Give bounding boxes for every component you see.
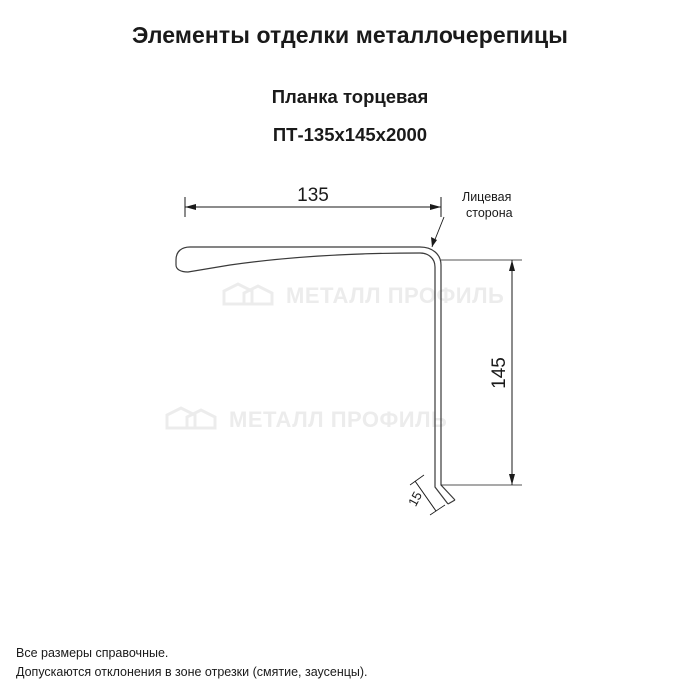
dim-height-arrow-top [509, 260, 515, 271]
annotation-line-1: Лицевая [462, 190, 512, 204]
annotation-leader-arrow [431, 237, 437, 247]
footer-note-2: Допускаются отклонения в зоне отрезки (смятие, заусенцы). [16, 665, 368, 679]
dim-width-label: 135 [297, 185, 329, 206]
technical-drawing [0, 155, 700, 575]
dim-height-arrow-bottom [509, 474, 515, 485]
profile-lip-end [448, 500, 455, 504]
dim-width-arrow-right [430, 204, 441, 210]
product-code: ПТ-135х145х2000 [272, 124, 428, 145]
product-name: Планка торцевая [271, 86, 429, 107]
profile-outline-inner [176, 253, 448, 504]
dim-lip-label: 15 [405, 488, 426, 509]
dim-width-arrow-left [185, 204, 196, 210]
dim-height-label: 145 [489, 357, 510, 389]
profile-diagram-svg [0, 155, 700, 575]
watermark-label: МЕТАЛЛ ПРОФИЛЬ [229, 407, 448, 432]
annotation-line-2: сторона [466, 206, 513, 220]
watermark-label: МЕТАЛЛ ПРОФИЛЬ [286, 283, 505, 308]
footer-notes [16, 644, 368, 682]
page-title: Элементы отделки металлочерепицы [131, 22, 568, 48]
footer-note-1: Все размеры справочные. [16, 646, 169, 660]
profile-outline-outer [176, 247, 455, 500]
